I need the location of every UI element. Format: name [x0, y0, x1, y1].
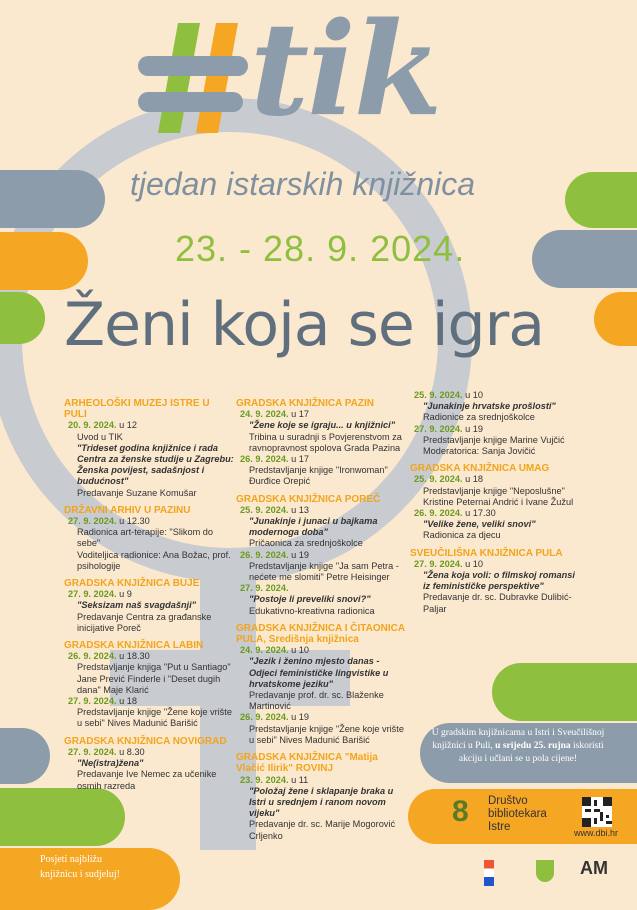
event-date-value: 27. 9. 2024.: [68, 696, 117, 707]
event-date-value: 24. 9. 2024.: [240, 409, 289, 420]
library-name: SVEUČILIŠNA KNJIŽNICA PULA: [410, 547, 563, 559]
event-time: u 8.30: [116, 746, 145, 757]
bar-orange-right: [594, 292, 637, 346]
hash-logo-icon: [138, 18, 248, 138]
event-detail: Tribina u suradnji s Povjerenstvom za ravnopravnost spolova Grada Pazina: [249, 431, 402, 453]
event-title: "Trideset godina knjižnice i rada Centra za ženske studije u Zagrebu: Ženska povijest, sadašnjost i budućnost": [77, 442, 234, 487]
event-detail: Predstavljanje knjiga "Put u Santiago" Jane Prević Finderle i "Deset dugih dana" Maje Klarić: [77, 662, 231, 695]
dbi-name: [488, 795, 547, 834]
event-date-value: 26. 9. 2024.: [414, 508, 463, 519]
event-time: u 12: [116, 420, 137, 431]
promo-bold: u srijedu 25. rujna: [495, 741, 571, 751]
event-date-value: 26. 9. 2024.: [240, 712, 289, 723]
event-detail: Predavanje Suzane Komušar: [77, 487, 197, 498]
event-time: u 19: [288, 549, 309, 560]
event-date-value: 27. 9. 2024.: [68, 589, 117, 600]
event-title: "Žene koje se igraju... u knjižnici": [249, 420, 396, 431]
event-title: "Junakinje i junaci u bajkama modernoga doba": [249, 516, 378, 538]
slogan: Ženi koja se igra: [64, 290, 545, 360]
program-column-3: [410, 390, 580, 615]
dbi-name-line1: Društvo: [488, 795, 528, 807]
event-date-value: 27. 9. 2024.: [414, 558, 463, 569]
event-time: u 17: [288, 409, 309, 420]
event-title: "Žena koja voli: o filmskoj romansi iz feminističke perspektive": [423, 570, 575, 592]
library-name: GRADSKA KNJIŽNICA POREČ: [236, 493, 381, 505]
dbi-name-line3: Istre: [488, 821, 511, 833]
event-date: [414, 390, 580, 401]
event-detail: Predavanje Ive Nemec za učenike osmih razreda: [77, 769, 217, 791]
promo-line2: iskoristi akciju i učlani se u pola cijene!: [458, 741, 604, 764]
event-dates: 23. - 28. 9. 2024.: [175, 228, 466, 269]
library-name: GRADSKA KNJIŽNICA LABIN: [64, 640, 204, 652]
event-time: u 10: [462, 558, 483, 569]
event-date: [68, 747, 234, 758]
event-title: "Junakinje hrvatske prošlosti": [423, 401, 556, 412]
event-date: [68, 651, 234, 662]
promo-line1: U gradskim knjižnicama u Istri i Sveučilišnoj knjižnici u Puli,: [431, 728, 605, 751]
program-column-1: [64, 392, 234, 792]
event-date: [240, 550, 408, 561]
event-date-value: 25. 9. 2024.: [240, 504, 289, 515]
event-date: [68, 589, 234, 600]
event-date-value: 27. 9. 2024.: [68, 516, 117, 527]
event-detail: Radionice za srednjoškolce: [423, 412, 535, 423]
program-column-2: [236, 392, 408, 842]
bar-green-left-bottom: [0, 788, 125, 846]
istria-logo-icon: [536, 860, 554, 882]
event-date: [240, 409, 408, 420]
event-time: u 19: [462, 423, 483, 434]
subtitle: tjedan istarskih knjižnica: [130, 166, 476, 202]
library-name: GRADSKA KNJIŽNICA "Matija Vlačić Ilirik" ROVINJ: [236, 752, 378, 775]
bar-grey-left-1: [0, 170, 105, 228]
event-date-value: 26. 9. 2024.: [240, 454, 289, 465]
event-date: [68, 516, 234, 527]
event-detail: Predavanje dr. sc. Marije Mogorović Crljenko: [249, 819, 396, 841]
logo-word: tik: [250, 0, 441, 145]
event-detail: Predavanje dr. sc. Dubravke Dulibić-Paljar: [423, 592, 572, 614]
library-name: GRADSKA KNJIŽNICA UMAG: [410, 463, 550, 475]
event-date-value: 24. 9. 2024.: [240, 645, 289, 656]
dbi-name-line2: bibliotekara: [488, 808, 547, 820]
event-detail: Predstavljanje knjige "Žene koje vrište u sebi" Nives Madunić Barišić: [77, 707, 232, 729]
event-detail: Edukativno-kreativna radionica: [249, 605, 375, 616]
event-date: [414, 559, 580, 570]
event-detail: Predstavljanje knjige "Ja sam Petra - nećete me slomiti" Petre Heisinger: [249, 560, 399, 583]
event-date: [414, 424, 580, 435]
event-date-value: 27. 9. 2024.: [68, 746, 117, 757]
event-time: u 17.30: [462, 508, 496, 519]
event-date-value: 27. 9. 2024.: [240, 583, 289, 594]
event-title: "Položaj žene i sklapanje braka u Istri u srednjem i ranom novom vijeku": [249, 785, 394, 819]
event-time: u 18.30: [116, 651, 150, 662]
event-date: [240, 645, 408, 656]
visit-text: [40, 852, 120, 882]
event-date: [240, 775, 408, 786]
website-link[interactable]: www.dbi.hr: [574, 828, 619, 838]
event-detail: Radionica za djecu: [423, 530, 501, 541]
event-title: "Seksizam naš svagdašnji": [77, 600, 197, 611]
dbi-logo-icon: 8: [452, 795, 469, 828]
event-date: [414, 508, 580, 519]
visit-line1: Posjeti najbližu: [40, 854, 102, 865]
event-title: "Velike žene, veliki snovi": [423, 519, 536, 530]
event-date: [240, 505, 408, 516]
bar-grey-right: [532, 230, 637, 288]
event-date: [240, 583, 408, 594]
event-detail: Predstavljanje knjige "Ironwoman" Đurđice Orepić: [249, 465, 388, 487]
event-date-value: 23. 9. 2024.: [240, 774, 289, 785]
bar-orange-left: [0, 232, 88, 290]
event-date: [240, 454, 408, 465]
croatia-logo-icon: [484, 860, 494, 886]
event-date-value: 20. 9. 2024.: [68, 420, 117, 431]
event-time: u 17: [288, 454, 309, 465]
event-date: [414, 474, 580, 485]
event-title: "Postoje li preveliki snovi?": [249, 594, 371, 605]
event-detail: Predstavljanje knjige "Žene koje vrište u sebi" Nives Madunić Barišić: [249, 723, 404, 745]
library-name: GRADSKA KNJIŽNICA NOVIGRAD: [64, 735, 227, 747]
event-time: u 13: [288, 504, 309, 515]
event-date: [68, 696, 234, 707]
ami-logo-icon: AM: [580, 858, 608, 878]
visit-line2: knjižnicu i sudjeluj!: [40, 869, 120, 880]
event-title: "Ne(istra)žena": [77, 758, 144, 769]
library-name: ARHEOLOŠKI MUZEJ ISTRE U PULI: [64, 398, 210, 421]
event-time: u 18: [462, 474, 483, 485]
event-time: u 18: [116, 696, 137, 707]
sponsor-logos: [484, 856, 624, 892]
bar-green-right-bottom: [492, 663, 637, 721]
qr-code-icon[interactable]: [582, 797, 612, 827]
event-date-value: 25. 9. 2024.: [414, 474, 463, 485]
library-name: GRADSKA KNJIŽNICA PAZIN: [236, 398, 374, 409]
library-name: DRŽAVNI ARHIV U PAZINU: [64, 504, 191, 516]
event-detail: Uvod u TIK: [77, 431, 123, 442]
event-detail: Predavanje prof. dr. sc. Blaženke Martinović: [249, 690, 384, 712]
library-name: GRADSKA KNJIŽNICA BUJE: [64, 578, 200, 590]
event-date-value: 26. 9. 2024.: [68, 651, 117, 662]
event-detail: Voditeljica radionice: Ana Božac, prof. psihologije: [77, 549, 231, 571]
event-time: u 10: [288, 645, 309, 656]
event-date: [240, 712, 408, 723]
event-time: u 10: [462, 390, 483, 400]
event-detail: Pričaonica za srednjoškolce: [249, 538, 363, 549]
library-name: GRADSKA KNJIŽNICA I ČITAONICA PULA, Središnja knjižnica: [236, 622, 405, 646]
bar-green-right-top: [565, 172, 637, 228]
event-time: u 9: [116, 589, 132, 600]
event-date-value: 25. 9. 2024.: [414, 390, 463, 400]
event-detail: Radionica art-terapije: "Slikom do sebe": [77, 527, 214, 549]
event-detail: Predstavljanje knjige Marine Vujčić: [423, 434, 565, 445]
event-time: u 11: [288, 774, 309, 785]
event-detail: Predavanje Centra za građanske inicijative Poreč: [77, 611, 212, 633]
event-date-value: 26. 9. 2024.: [240, 549, 289, 560]
event-detail: Predstavljanje knjige "Neposlušne" Kristine Peternai Andrić i Ivane Žužul: [423, 485, 574, 507]
event-date: [68, 420, 234, 431]
event-detail: Moderatorica: Sanja Jovičić: [423, 446, 536, 457]
promo-text: [428, 727, 608, 766]
event-time: u 19: [288, 712, 309, 723]
event-date-value: 27. 9. 2024.: [414, 423, 463, 434]
event-time: u 12.30: [116, 516, 150, 527]
event-title: "Jezik i ženino mjesto danas - Odjeci feminističke lingvistike u hrvatskome jeziku": [249, 656, 389, 689]
